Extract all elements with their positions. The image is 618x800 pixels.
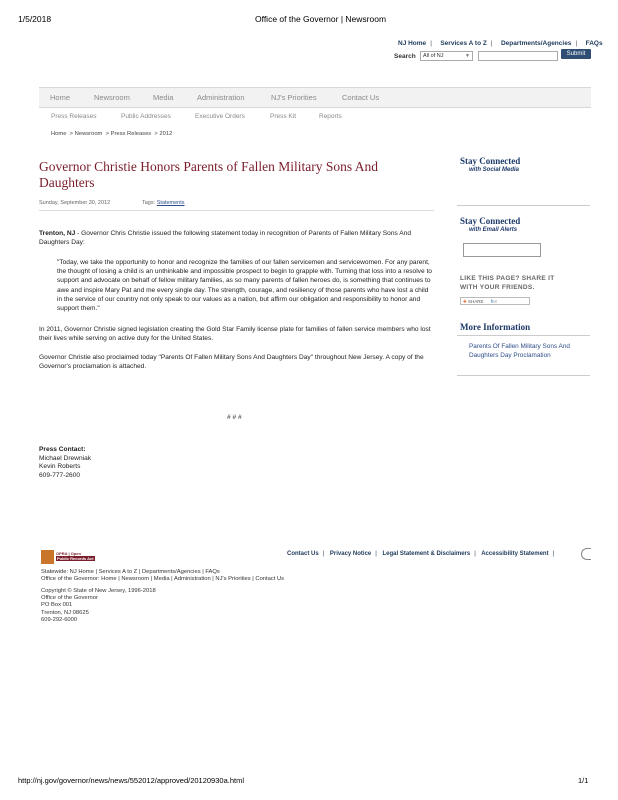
paragraph-proclamation: Governor Christie also proclaimed today "Parents Of Fallen Military Sons And Daughters Day" throughout New Jersey. A copy of the Governor's proclamation is attached. [39,354,424,371]
print-date: 1/5/2018 [18,14,52,24]
footer-link-legal[interactable]: Legal Statement & Disclaimers [382,551,471,557]
footer-addr-1: Office of the Governor [41,595,98,602]
opra-line-2: Public Records Act [57,556,94,561]
share-label: SHARE [468,299,484,304]
footer-statewide[interactable]: Statewide: NJ Home | Services A to Z | Departments/Agencies | FAQs [41,569,220,575]
subnav-press-kit[interactable]: Press Kit [270,113,297,120]
footer-copyright: Copyright © State of New Jersey, 1996-2018 [41,588,156,594]
utility-link-nj-home[interactable]: NJ Home [398,40,427,47]
chevron-down-icon: ▼ [465,53,470,59]
subnav-reports[interactable]: Reports [319,113,342,120]
statement-quote: "Today, we take the opportunity to honor and recognize the families of our fallen servicemen and servicewomen. For any parent, the thought of losing a child is an unthinkable and impossible prospect to begin to grapple with. Turning that loss into a resolve to support and advocate on behalf of fellow military families, as so many parents of fallen heroes do, is something that continues to awe and inspire Mary Pat and me every single day. The strength, courage, and resiliency of those parents who have lost a child in the service of our country not only speak to our values as a nation, but affirm our obligation and responsibility to honor and support them." [57,259,432,313]
like-share-text [460,275,554,292]
opra-logo[interactable] [41,550,94,564]
search-scope-select[interactable] [420,51,473,61]
share-button[interactable] [460,297,530,305]
search-input[interactable] [478,51,558,61]
email-alert-input[interactable] [463,243,541,257]
nav-media[interactable]: Media [153,93,174,102]
press-contact-name-1: Michael Drewniak [39,454,92,462]
lead-location: Trenton, NJ [39,230,76,237]
opra-text [56,551,95,561]
footer-addr-3: Trenton, NJ 08625 [41,609,89,616]
sidebar-divider-3 [457,375,590,376]
press-contact-label: Press Contact: [39,446,86,453]
article-title: Governor Christie Honors Parents of Fallen Military Sons And Daughters [39,159,378,190]
footer-link-privacy[interactable]: Privacy Notice [329,551,372,557]
nav-home[interactable]: Home [50,93,71,102]
tags-label: Tags: [142,200,156,206]
opra-line-1: OPRA | Open [56,551,81,556]
print-title: Office of the Governor | Newsroom [255,14,387,24]
stay-connected-email-title: Stay Connected [460,216,521,226]
footer-links: Contact Us | Privacy Notice | Legal Statement & Disclaimers | Accessibility Statement | [287,551,555,557]
search-scope-value: All of NJ [423,53,444,59]
like-line-2: WITH YOUR FRIENDS. [460,283,535,291]
press-contact-phone: 609-777-2600 [39,471,81,479]
main-nav [39,87,591,108]
breadcrumb[interactable]: Home > Newsroom > Press Releases > 2012 [51,131,173,137]
end-mark: # # # [227,414,242,421]
search-submit-button[interactable]: Submit [561,49,591,59]
utility-link-departments[interactable]: Departments/Agencies [500,40,572,47]
footer-office-links[interactable]: Office of the Governor: Home | Newsroom | Media | Administration | NJ's Priorities | Contact Us [41,576,285,583]
lead-text: - Governor Chris Christie issued the following statement today in recognition of Parents of Fallen Military Sons And Daughters Day: [39,230,411,247]
nav-contact[interactable]: Contact Us [342,93,380,102]
nav-newsroom[interactable]: Newsroom [94,93,130,102]
footer-addr-2: PO Box 001 [41,602,73,609]
subnav-press-releases[interactable]: Press Releases [51,113,97,120]
press-contact-name-2: Kevin Roberts [39,463,81,470]
more-information-title: More Information [460,322,531,332]
press-contact [39,446,91,480]
title-divider [39,210,434,211]
print-url: http://nj.gov/governor/news/news/552012/approved/20120930a.html [18,776,244,785]
utility-nav: NJ Home | Services A to Z | Departments/Agencies | FAQs [398,40,603,47]
like-line-1: LIKE THIS PAGE? SHARE IT [460,275,555,282]
share-icon: ✚ [463,299,467,304]
footer-link-contact[interactable]: Contact Us [287,551,319,557]
search-label: Search [394,53,416,60]
footer-address [41,588,156,624]
social-icons: f [490,299,493,304]
footer-link-accessibility[interactable]: Accessibility Statement [481,551,549,557]
lead-paragraph [39,229,434,247]
subnav-executive-orders[interactable]: Executive Orders [195,113,245,120]
accessibility-icon[interactable] [581,548,591,560]
article-tags [142,200,185,206]
stay-connected-email-subtitle: with Email Alerts [469,227,518,233]
stay-connected-social-subtitle[interactable]: with Social Media [469,167,520,173]
opra-emblem-icon [41,550,54,564]
email-icon: ✉ [493,299,498,304]
print-page-number: 1/1 [578,776,589,785]
article-date: Sunday, September 30, 2012 [39,200,111,206]
nav-priorities[interactable]: NJ's Priorities [271,93,317,102]
tag-link-statements[interactable]: Statements [156,200,185,206]
footer-addr-4: 609-292-6000 [41,616,78,623]
sidebar-divider-2 [457,335,590,336]
stay-connected-social-title: Stay Connected [460,156,521,166]
utility-link-services[interactable]: Services A to Z [440,40,487,47]
sidebar-divider-1 [457,205,590,206]
proclamation-link[interactable]: Parents Of Fallen Military Sons And Daughters Day Proclamation [469,343,570,359]
utility-link-faqs[interactable]: FAQs [585,40,603,47]
subnav-public-addresses[interactable]: Public Addresses [121,113,171,120]
paragraph-license-plate: In 2011, Governor Christie signed legislation creating the Gold Star Family license plate for families of fallen service members who lost their lives while serving on active duty for the United States. [39,326,431,343]
nav-administration[interactable]: Administration [197,93,245,102]
twitter-icon: t [492,299,494,304]
footer-nav-text [41,569,284,583]
